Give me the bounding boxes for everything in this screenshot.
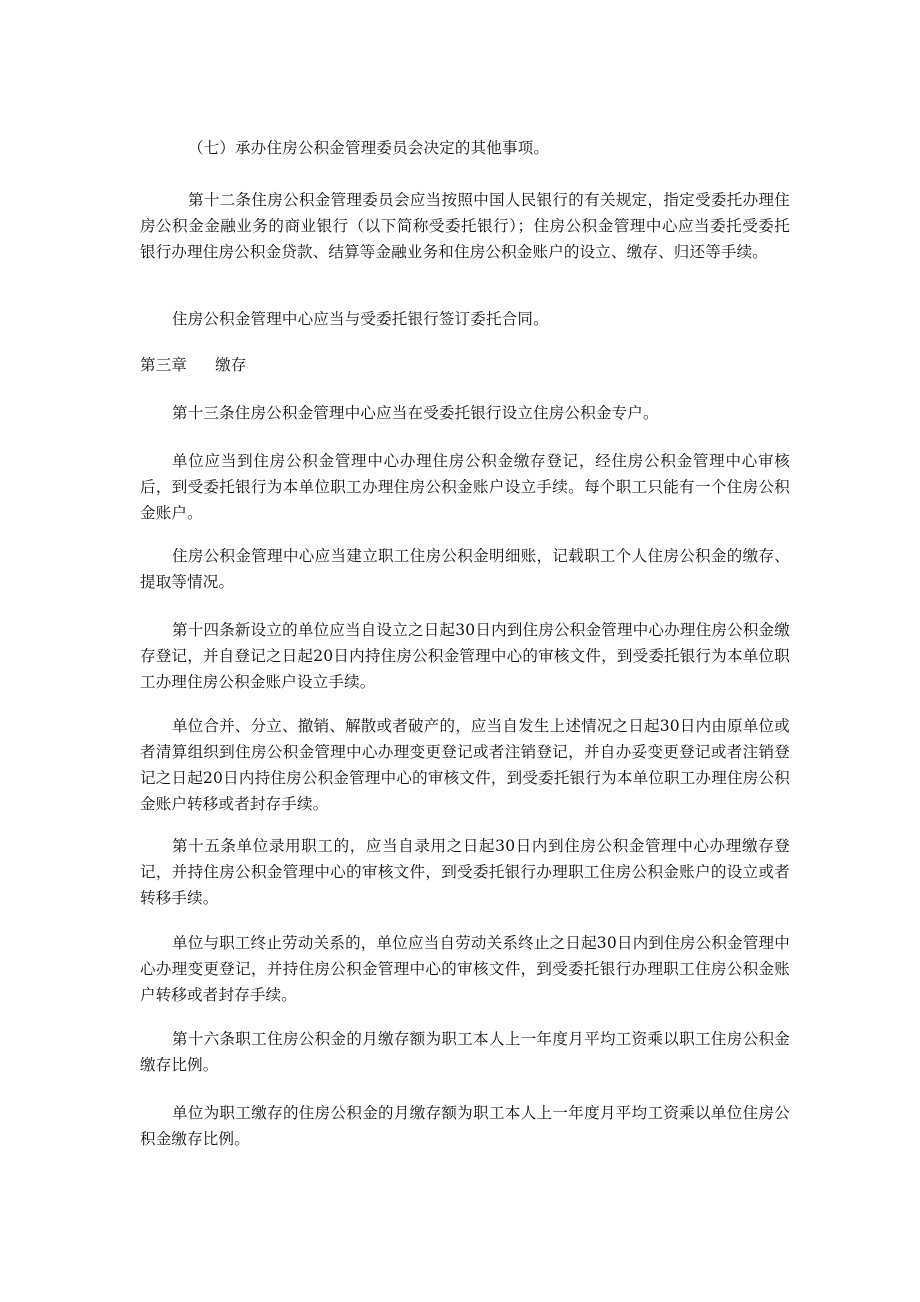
- paragraph-article-12-contract: 住房公积金管理中心应当与受委托银行签订委托合同。: [172, 310, 549, 328]
- paragraph-article-16-employer: 单位为职工缴存的住房公积金的月缴存额为职工本人上一年度月平均工资乘以单位住房公积金缴存比例。: [140, 1104, 790, 1148]
- chapter-title: 缴存: [215, 356, 247, 374]
- paragraph-article-13-ledger: 住房公积金管理中心应当建立职工住房公积金明细账，记载职工个人住房公积金的缴存、提取等情况。: [140, 547, 790, 591]
- paragraph-article-13-registration: 单位应当到住房公积金管理中心办理住房公积金缴存登记，经住房公积金管理中心审核后，到受委托银行为本单位职工办理住房公积金账户设立手续。每个职工只能有一个住房公积金账户。: [140, 452, 790, 522]
- chapter-label: 第三章: [140, 356, 188, 374]
- paragraph-article-12: 第十二条住房公积金管理委员会应当按照中国人民银行的有关规定，指定受委托办理住房公积金金融业务的商业银行（以下简称受委托银行）；住房公积金管理中心应当委托受委托银行办理住房公积金贷款、结算等金融业务和住房公积金账户的设立、缴存、归还等手续。: [140, 191, 790, 261]
- chapter-heading: [140, 352, 790, 378]
- paragraph-article-16: 第十六条职工住房公积金的月缴存额为职工本人上一年度月平均工资乘以职工住房公积金缴存比例。: [140, 1030, 790, 1074]
- paragraph-article-14: 第十四条新设立的单位应当自设立之日起30日内到住房公积金管理中心办理住房公积金缴存登记，并自登记之日起20日内持住房公积金管理中心的审核文件，到受委托银行为本单位职工办理住房公积金账户设立手续。: [140, 621, 790, 691]
- paragraph-article-15-termination: 单位与职工终止劳动关系的，单位应当自劳动关系终止之日起30日内到住房公积金管理中心办理变更登记，并持住房公积金管理中心的审核文件，到受委托银行办理职工住房公积金账户转移或者封存手续。: [140, 934, 790, 1004]
- paragraph-article-15: 第十五条单位录用职工的，应当自录用之日起30日内到住房公积金管理中心办理缴存登记，并持住房公积金管理中心的审核文件，到受委托银行办理职工住房公积金账户的设立或者转移手续。: [140, 837, 790, 907]
- paragraph-article-13: 第十三条住房公积金管理中心应当在受委托银行设立住房公积金专户。: [172, 404, 659, 422]
- paragraph-item-7: （七）承办住房公积金管理委员会决定的其他事项。: [188, 139, 550, 157]
- paragraph-article-14-merger: 单位合并、分立、撤销、解散或者破产的，应当自发生上述情况之日起30日内由原单位或者清算组织到住房公积金管理中心办理变更登记或者注销登记，并自办妥变更登记或者注销登记之日起20日内持住房公积金管理中心的审核文件，到受委托银行为本单位职工办理住房公积金账户转移或者封存手续。: [140, 717, 790, 813]
